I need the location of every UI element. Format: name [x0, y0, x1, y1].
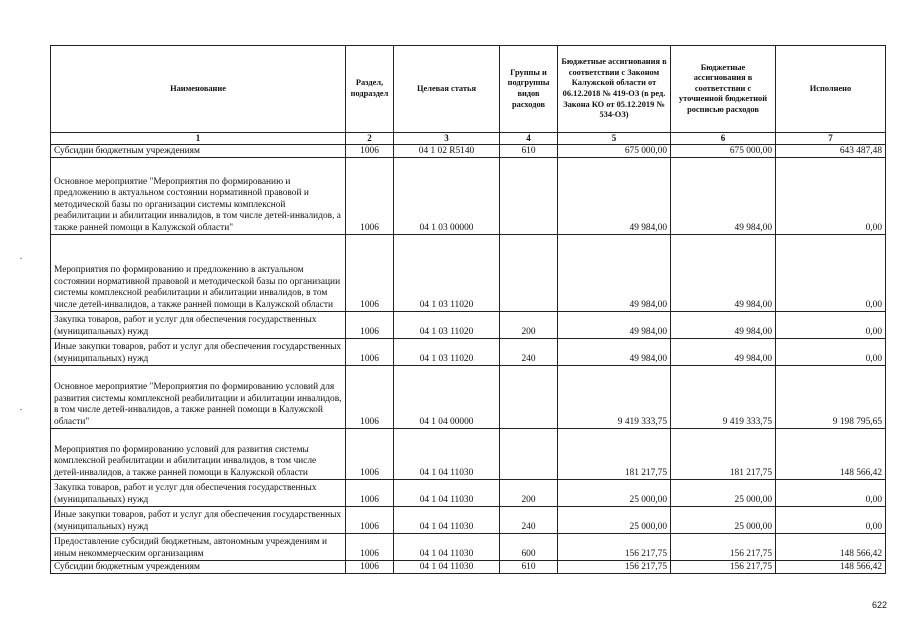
row-budget-refined: 675 000,00	[671, 145, 776, 158]
column-number: 3	[394, 133, 500, 145]
page-number: 622	[872, 600, 888, 610]
row-executed: 148 566,42	[776, 429, 886, 480]
row-name: Иные закупки товаров, работ и услуг для обеспечения государственных (муниципальных) нужд	[51, 339, 346, 366]
header-groups: Группы и подгруппы видов расходов	[500, 46, 558, 133]
header-target: Целевая статья	[394, 46, 500, 133]
row-budget-law: 49 984,00	[558, 312, 671, 339]
row-section: 1006	[346, 507, 394, 534]
row-executed: 0,00	[776, 312, 886, 339]
row-section: 1006	[346, 480, 394, 507]
table-row	[51, 145, 886, 158]
row-group: 200	[500, 312, 558, 339]
row-section: 1006	[346, 145, 394, 158]
row-executed: 0,00	[776, 158, 886, 235]
row-budget-law: 675 000,00	[558, 145, 671, 158]
row-budget-refined: 49 984,00	[671, 235, 776, 312]
row-section: 1006	[346, 561, 394, 574]
row-name: Иные закупки товаров, работ и услуг для обеспечения государственных (муниципальных) нужд	[51, 507, 346, 534]
column-number: 2	[346, 133, 394, 145]
row-executed: 148 566,42	[776, 534, 886, 561]
table-row	[51, 534, 886, 561]
row-executed: 0,00	[776, 480, 886, 507]
row-budget-law: 49 984,00	[558, 235, 671, 312]
column-number: 6	[671, 133, 776, 145]
row-budget-refined: 156 217,75	[671, 561, 776, 574]
budget-table-sheet	[50, 45, 885, 574]
row-budget-refined: 49 984,00	[671, 312, 776, 339]
row-group: 240	[500, 339, 558, 366]
row-group: 610	[500, 145, 558, 158]
header-budget-refined: Бюджетные ассигнования в соответствии с уточненной бюджетной росписью расходов	[671, 46, 776, 133]
table-row	[51, 312, 886, 339]
row-section: 1006	[346, 339, 394, 366]
row-executed: 148 566,42	[776, 561, 886, 574]
row-budget-law: 181 217,75	[558, 429, 671, 480]
row-section: 1006	[346, 534, 394, 561]
column-number: 7	[776, 133, 886, 145]
row-target: 04 1 04 11030	[394, 480, 500, 507]
column-number: 1	[51, 133, 346, 145]
row-budget-law: 49 984,00	[558, 158, 671, 235]
column-number-row	[51, 133, 886, 145]
row-target: 04 1 04 11030	[394, 561, 500, 574]
margin-mark	[20, 258, 22, 259]
row-section: 1006	[346, 235, 394, 312]
row-executed: 0,00	[776, 507, 886, 534]
row-group	[500, 235, 558, 312]
budget-table	[50, 45, 886, 574]
table-row	[51, 507, 886, 534]
header-name: Наименование	[51, 46, 346, 133]
row-executed: 0,00	[776, 235, 886, 312]
row-target: 04 1 04 11030	[394, 534, 500, 561]
row-section: 1006	[346, 429, 394, 480]
column-number: 5	[558, 133, 671, 145]
header-budget-law: Бюджетные ассигнования в соответствии с Законом Калужской области от 06.12.2018 № 419-ОЗ (в ред. Закона КО от 05.12.2019 № 534-ОЗ)	[558, 46, 671, 133]
header-row	[51, 46, 886, 133]
row-budget-law: 156 217,75	[558, 534, 671, 561]
row-budget-law: 9 419 333,75	[558, 366, 671, 429]
row-section: 1006	[346, 366, 394, 429]
row-budget-law: 25 000,00	[558, 507, 671, 534]
row-section: 1006	[346, 312, 394, 339]
table-row	[51, 339, 886, 366]
row-budget-refined: 181 217,75	[671, 429, 776, 480]
row-target: 04 1 03 11020	[394, 312, 500, 339]
row-name: Закупка товаров, работ и услуг для обеспечения государственных (муниципальных) нужд	[51, 312, 346, 339]
row-executed: 9 198 795,65	[776, 366, 886, 429]
margin-mark	[20, 409, 22, 410]
row-group	[500, 429, 558, 480]
header-executed: Исполнено	[776, 46, 886, 133]
row-budget-law: 25 000,00	[558, 480, 671, 507]
table-row	[51, 158, 886, 235]
row-target: 04 1 03 11020	[394, 235, 500, 312]
row-budget-refined: 25 000,00	[671, 480, 776, 507]
table-row	[51, 366, 886, 429]
row-budget-refined: 156 217,75	[671, 534, 776, 561]
table-row	[51, 480, 886, 507]
row-executed: 0,00	[776, 339, 886, 366]
table-row	[51, 235, 886, 312]
row-group: 240	[500, 507, 558, 534]
row-budget-refined: 25 000,00	[671, 507, 776, 534]
row-name: Предоставление субсидий бюджетным, автономным учреждениям и иным некоммерческим организациям	[51, 534, 346, 561]
row-name: Субсидии бюджетным учреждениям	[51, 561, 346, 574]
row-budget-refined: 49 984,00	[671, 339, 776, 366]
row-target: 04 1 03 11020	[394, 339, 500, 366]
row-budget-law: 49 984,00	[558, 339, 671, 366]
row-name: Мероприятия по формированию и предложению в актуальном состоянии нормативной правовой и методической базы по организации системы комплексной реабилитации и абилитации инвалидов, в том числе детей-инвалидов, а также ранней помощи в Калужской области	[51, 235, 346, 312]
table-row	[51, 561, 886, 574]
row-name: Мероприятия по формированию условий для развития системы комплексной реабилитации и абилитации инвалидов, в том числе детей-инвалидов, а также ранней помощи в Калужской области	[51, 429, 346, 480]
row-budget-refined: 49 984,00	[671, 158, 776, 235]
row-target: 04 1 04 11030	[394, 507, 500, 534]
row-budget-refined: 9 419 333,75	[671, 366, 776, 429]
row-group	[500, 366, 558, 429]
row-name: Закупка товаров, работ и услуг для обеспечения государственных (муниципальных) нужд	[51, 480, 346, 507]
row-name: Субсидии бюджетным учреждениям	[51, 145, 346, 158]
row-name: Основное мероприятие "Мероприятия по формированию условий для развития системы комплексной реабилитации и абилитации инвалидов, в том числе детей-инвалидов, а также ранней помощи в Калужской области"	[51, 366, 346, 429]
row-section: 1006	[346, 158, 394, 235]
row-group: 610	[500, 561, 558, 574]
row-target: 04 1 03 00000	[394, 158, 500, 235]
row-group: 200	[500, 480, 558, 507]
row-group: 600	[500, 534, 558, 561]
row-name: Основное мероприятие "Мероприятия по формированию и предложению в актуальном состоянии нормативной правовой и методической базы по организации системы комплексной реабилитации и абилитации инвалидов, в том числе детей-инвалидов, а также ранней помощи в Калужской области"	[51, 158, 346, 235]
row-target: 04 1 04 00000	[394, 366, 500, 429]
row-executed: 643 487,48	[776, 145, 886, 158]
header-section: Раздел, подраздел	[346, 46, 394, 133]
row-budget-law: 156 217,75	[558, 561, 671, 574]
column-number: 4	[500, 133, 558, 145]
row-group	[500, 158, 558, 235]
table-row	[51, 429, 886, 480]
row-target: 04 1 04 11030	[394, 429, 500, 480]
row-target: 04 1 02 R5140	[394, 145, 500, 158]
